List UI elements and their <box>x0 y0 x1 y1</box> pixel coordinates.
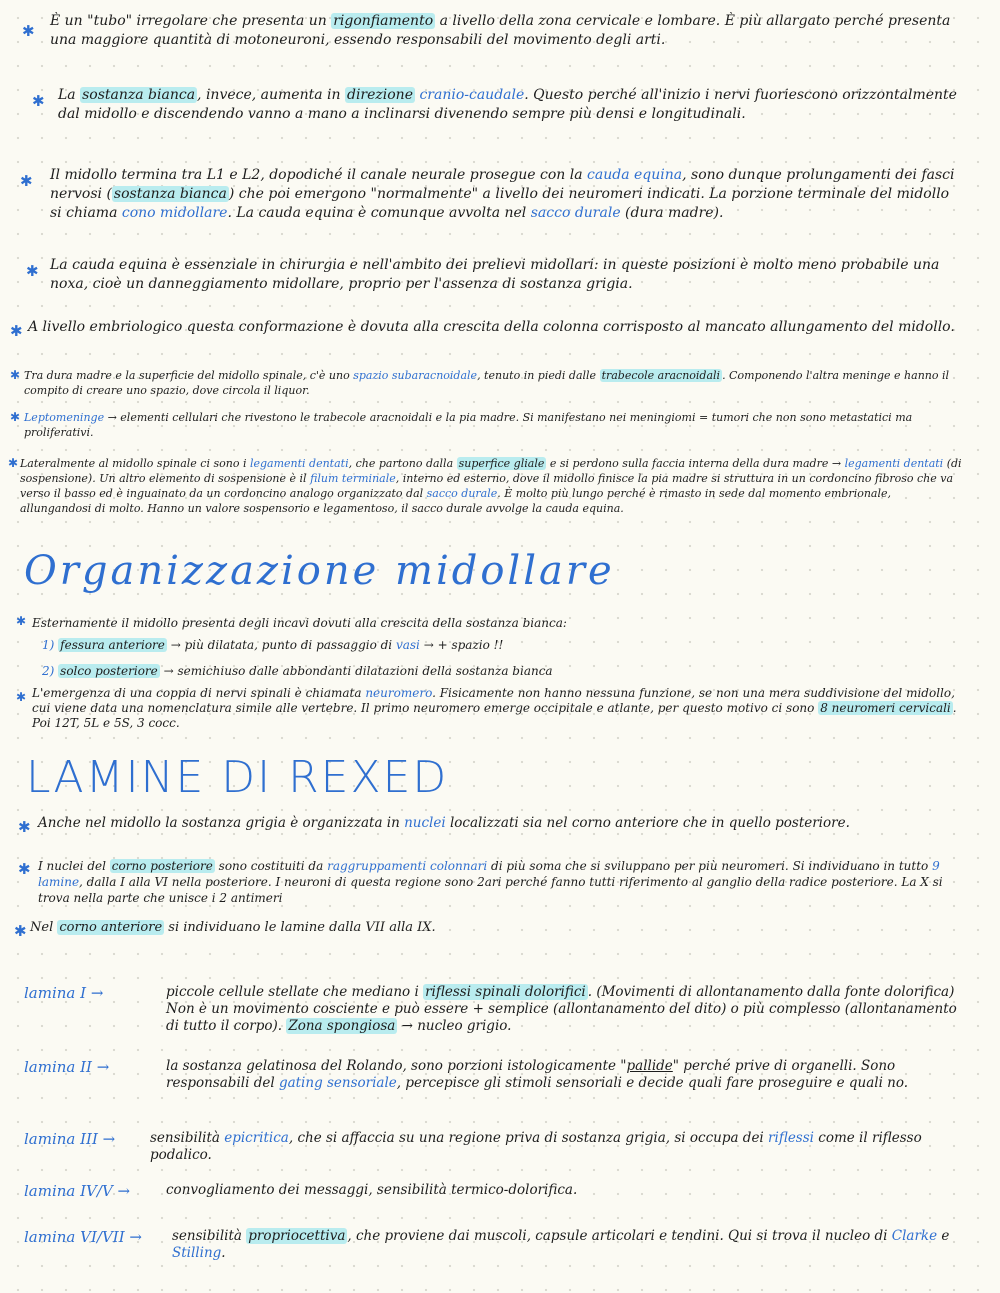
blue-term-filum-terminale: filum terminale <box>310 472 396 485</box>
text: localizzati sia nel corno anteriore che in quello posteriore. <box>445 815 850 831</box>
text: , dalla I alla VI nella posteriore. I neuroni di questa regione sono 2ari perché fanno tutti riferimento al ganglio della radice posteriore. La X si trova nella parte che unisce i 2 antimeri <box>38 875 943 905</box>
text: sensibilità <box>172 1228 247 1244</box>
text: . (Movimenti di allontanamento dalla fonte dolorifica) Non è un movimento cosciente e può essere + semplice (allontanamento del dito) o più complesso (allontanamento di tutto il corpo). <box>166 984 957 1034</box>
text: Anche nel midollo la sostanza grigia è organizzata in <box>38 815 405 831</box>
text: (dura madre). <box>620 205 724 221</box>
paragraph-nuclei <box>0 814 1000 833</box>
text: → nucleo grigio. <box>397 1018 512 1034</box>
text: " perché prive di organelli. Sono responsabili del <box>166 1058 896 1091</box>
blue-term-nuclei: nuclei <box>404 815 446 831</box>
paragraph-embryology <box>0 318 1000 337</box>
blue-term-leptomeninge: Leptomeninge <box>24 411 105 424</box>
text: . Componendo l'altra meninge e hanno il compito di creare uno spazio, dove circola il liquor. <box>24 369 950 397</box>
highlight-riflessi-spinali-dolorifici: riflessi spinali dolorifici <box>425 984 586 1000</box>
paragraph-dentate-ligaments <box>0 456 1000 516</box>
text: → semichiuso dalle abbondanti dilatazioni della sostanza bianca <box>159 664 553 678</box>
blue-term-neuromero: neuromero <box>365 686 433 700</box>
text: Lateralmente al midollo spinale ci sono i <box>20 457 250 470</box>
blue-term-cauda-equina: cauda equina <box>587 167 683 183</box>
highlight-zona-spongiosa: Zona spongiosa <box>288 1018 396 1034</box>
paragraph-surgery <box>0 256 1000 294</box>
highlight-direzione: direzione <box>346 87 413 103</box>
paragraph-tube <box>0 12 1000 50</box>
heading-organizzazione-midollare: Organizzazione midollare <box>24 548 615 594</box>
text: . Questo perché all'inizio i nervi fuoriescono orizzontalmente dal midollo e discendendo vanno a mano a inclinarsi divenendo sempre più densi e longitudinali. <box>58 87 957 122</box>
bullet-star-icon: ✱ <box>10 322 23 340</box>
text: a livello della zona cervicale e lombare. È più allargato perché presenta una maggiore quantità di motoneuroni, essendo responsabili del movimento degli arti. <box>50 13 951 48</box>
text: (di sospensione). Un altro elemento di sospensione è il <box>20 457 962 485</box>
paragraph-incavi <box>0 612 1000 682</box>
text: , tenuto in piedi dalle <box>477 369 600 382</box>
text: La <box>58 87 81 103</box>
bullet-star-icon: ✱ <box>16 690 27 704</box>
text: piccole cellule stellate che mediano i <box>166 984 424 1000</box>
text: sensibilità <box>150 1130 225 1146</box>
blue-term-sacco-durale: sacco durale <box>530 205 621 221</box>
lamina-i-label: lamina I → <box>24 984 104 1002</box>
bullet-star-icon: ✱ <box>14 922 27 940</box>
text: . La cauda equina è comunque avvolta nel <box>227 205 531 221</box>
text: Il midollo termina tra L1 e L2, dopodiché il canale neurale prosegue con la <box>50 167 588 183</box>
blue-term-legamenti-dentati: legamenti dentati <box>844 457 944 470</box>
highlight-trabecole-aracnoidali: trabecole aracnoidali <box>601 369 721 382</box>
text: di più soma che si sviluppano per più neuromeri. Si individuano in tutto <box>487 859 933 873</box>
text: e <box>937 1228 950 1244</box>
bullet-star-icon: ✱ <box>26 262 39 280</box>
bullet-star-icon: ✱ <box>20 172 33 190</box>
paragraph-white-matter <box>0 86 1000 124</box>
text: È un "tubo" irregolare che presenta un <box>50 13 332 29</box>
highlight-rigonfiamento: rigonfiamento <box>333 13 434 29</box>
text: convogliamento dei messaggi, sensibilità termico-dolorifica. <box>166 1182 578 1198</box>
highlight-sostanza-bianca: sostanza bianca <box>82 87 196 103</box>
text: → + spazio !! <box>419 638 504 652</box>
text: ) che poi emergono "normalmente" a livello dei neuromeri indicati. La porzione terminale del midollo si chiama <box>50 186 950 221</box>
blue-term-cono-midollare: cono midollare <box>121 205 228 221</box>
bullet-star-icon: ✱ <box>10 368 21 382</box>
text: la sostanza gelatinosa del Rolando, sono porzioni istologicamente " <box>166 1058 627 1074</box>
bullet-star-icon: ✱ <box>18 860 31 878</box>
text: → elementi cellulari che rivestono le trabecole aracnoidali e la pia madre. Si manifestano nei meningiomi = tumori che non sono metastatici ma proliferativi. <box>24 411 913 439</box>
text: , invece, aumenta in <box>197 87 345 103</box>
list-item <box>32 634 964 656</box>
text: Nel <box>30 920 58 935</box>
underlined-pallide: pallide <box>626 1058 673 1074</box>
text: , sono dunque prolungamenti dei fasci nervosi ( <box>50 167 955 202</box>
text: , che si affaccia su una regione priva di sostanza grigia, si occupa dei <box>288 1130 769 1146</box>
highlight-fessura-anteriore: fessura anteriore <box>60 638 165 652</box>
highlight-corno-anteriore: corno anteriore <box>59 920 163 935</box>
highlight-sostanza-bianca: sostanza bianca <box>113 186 227 202</box>
text: . Poi 12T, 5L e 5S, 3 cocc. <box>32 701 957 730</box>
item-number: 2) <box>42 664 55 678</box>
text: , interno ed esterno, dove il midollo finisce la pia madre si struttura in un cordoncino fibroso che va verso il basso ed è inguainato da un cordoncino analogo organizzato dal <box>20 472 954 500</box>
highlight-corno-posteriore: corno posteriore <box>111 859 213 873</box>
lamina-ii-text <box>166 1058 970 1092</box>
text: → più dilatata, punto di passaggio di <box>166 638 396 652</box>
paragraph-corno-posteriore <box>0 858 1000 906</box>
blue-term-sacco-durale: sacco durale <box>426 487 498 500</box>
bullet-star-icon: ✱ <box>32 92 45 110</box>
text: come il riflesso podalico. <box>150 1130 922 1163</box>
heading-lamine-di-rexed: LAMINE DI REXED <box>26 752 449 803</box>
bullet-star-icon: ✱ <box>8 456 19 470</box>
lamina-iii-label: lamina III → <box>24 1130 116 1148</box>
blue-term-riflessi: riflessi <box>768 1130 814 1146</box>
blue-term-vasi: vasi <box>395 638 420 652</box>
bullet-star-icon: ✱ <box>16 614 27 628</box>
blue-term-epicritica: epicritica <box>224 1130 289 1146</box>
blue-term-cranio-caudale: cranio-caudale <box>419 87 525 103</box>
list-item <box>32 660 964 682</box>
paragraph-subarachnoid <box>0 368 1000 398</box>
blue-term-gating-sensoriale: gating sensoriale <box>278 1075 397 1091</box>
lamina-iv-v-label: lamina IV/V → <box>24 1182 131 1200</box>
highlight-superfice-gliale: superfice gliale <box>458 457 545 470</box>
blue-term-legamenti-dentati: legamenti dentati <box>249 457 349 470</box>
text: sono costituiti da <box>214 859 328 873</box>
blue-term-clarke: Clarke <box>891 1228 938 1244</box>
blue-term-spazio-subaracnoidale: spazio subaracnoidale <box>353 369 478 382</box>
bullet-star-icon: ✱ <box>22 22 35 40</box>
text: La cauda equina è essenziale in chirurgia e nell'ambito dei prelievi midollari: in queste posizioni è molto meno probabile una noxa, cioè un danneggiamento midollare, proprio per l'assenza di sostanza grigia. <box>50 257 940 292</box>
paragraph-corno-anteriore <box>0 918 1000 937</box>
bullet-star-icon: ✱ <box>10 410 21 424</box>
paragraph-neuromero <box>0 686 1000 731</box>
text: Tra dura madre e la superficie del midollo spinale, c'è uno <box>24 369 354 382</box>
blue-term-9-lamine: 9 lamine <box>38 859 940 889</box>
text: , che proviene dai muscoli, capsule articolari e tendini. Qui si trova il nucleo di <box>347 1228 892 1244</box>
text: , percepisce gli stimoli sensoriali e decide quali fare proseguire e quali no. <box>396 1075 909 1091</box>
highlight-solco-posteriore: solco posteriore <box>60 664 158 678</box>
lamina-iii-text <box>150 1130 970 1164</box>
text: A livello embriologico questa conformazione è dovuta alla crescita della colonna corrisposto al mancato allungamento del midollo. <box>28 319 955 335</box>
lamina-vi-vii-text <box>172 1228 970 1262</box>
highlight-propriocettiva: propriocettiva <box>248 1228 346 1244</box>
text: Esternamente il midollo presenta degli incavi dovuti alla crescita della sostanza bianca: <box>32 616 567 630</box>
text: si individuano le lamine dalla VII alla IX. <box>164 920 436 935</box>
text: L'emergenza di una coppia di nervi spinali è chiamata <box>32 686 366 700</box>
item-number: 1) <box>42 638 55 652</box>
text: I nuclei del <box>38 859 110 873</box>
bullet-star-icon: ✱ <box>18 818 31 836</box>
text: e si perdono sulla faccia interna della dura madre → <box>546 457 845 470</box>
paragraph-leptomeninge <box>0 410 1000 440</box>
text: . <box>221 1245 226 1261</box>
paragraph-cauda-equina <box>0 166 1000 223</box>
highlight-8-neuromeri-cervicali: 8 neuromeri cervicali <box>820 701 951 715</box>
blue-term-stilling: Stilling <box>172 1245 222 1261</box>
text: . È molto più lungo perché è rimasto in sede dal momento embrionale, allungandosi di molto. Hanno un valore sospensorio e legamentoso, il sacco durale avvolge la cauda equina. <box>20 487 891 515</box>
lamina-iv-v-text <box>166 1182 970 1199</box>
lamina-i-text <box>166 984 970 1035</box>
text: . Fisicamente non hanno nessuna funzione, se non una mera suddivisione del midollo, cui viene data una nomenclatura simile alle vertebre. Il primo neuromero emerge occipitale e atlante, per questo motivo ci sono <box>32 686 955 715</box>
lamina-vi-vii-label: lamina VI/VII → <box>24 1228 142 1246</box>
lamina-ii-label: lamina II → <box>24 1058 110 1076</box>
blue-term-raggruppamenti-colonnari: raggruppamenti colonnari <box>327 859 488 873</box>
text: , che partono dalla <box>348 457 457 470</box>
